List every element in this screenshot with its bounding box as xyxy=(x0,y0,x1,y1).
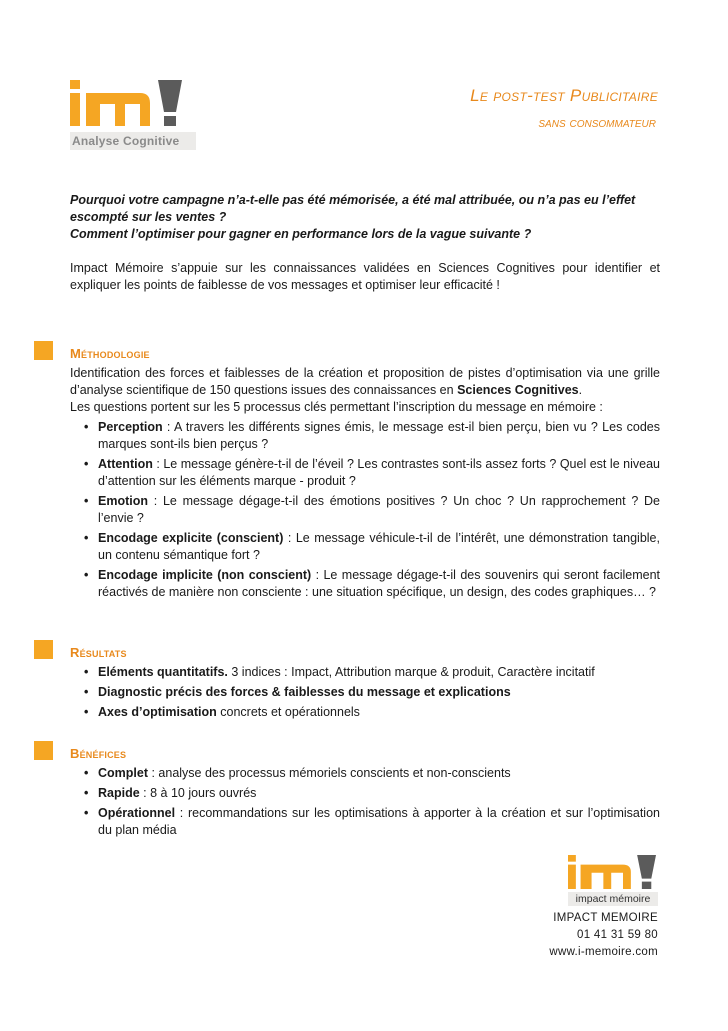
methodologie-para-2: Les questions portent sur les 5 processus clés permettant l’inscription du message en mémoire : xyxy=(70,400,603,414)
list-item-label: Rapide xyxy=(98,786,140,800)
list-item-text: : Le message dégage-t-il des souvenirs qui seront facilement réactivés de manière non consciente : une situation spécifique, un design, des codes graphiques… ? xyxy=(98,568,660,599)
methodologie-list xyxy=(70,419,660,601)
list-item-label: Perception xyxy=(98,420,163,434)
list-item-text: : 8 à 10 jours ouvrés xyxy=(139,786,257,800)
list-item-label: Diagnostic précis des forces & faiblesses du message et explications xyxy=(98,685,511,699)
website-link[interactable]: www.i-memoire.com xyxy=(549,946,658,958)
methodologie-para-1 xyxy=(70,365,660,399)
section-methodologie xyxy=(70,345,660,604)
methodologie-para-1-end: . xyxy=(578,383,583,397)
section-benefices xyxy=(70,745,660,842)
list-item-label: Axes d’optimisation xyxy=(98,705,217,719)
company-name: IMPACT MEMOIRE xyxy=(553,912,658,924)
list-item-label: Complet xyxy=(98,766,148,780)
intro-block xyxy=(70,192,660,294)
list-item-text: : recommandations sur les optimisations à apporter à la création et sur l’optimisation du plan média xyxy=(98,806,660,837)
list-item-label: Encodage explicite (conscient) xyxy=(98,531,284,545)
list-item-text: : Le message véhicule-t-il de l’intérêt, une démonstration tangible, un contenu sémantique fort ? xyxy=(98,531,660,562)
im-logo-icon xyxy=(568,855,656,889)
intro-body: Impact Mémoire s’appuie sur les connaissances validées en Sciences Cognitives pour identifier et expliquer les points de faiblesse de vos messages et optimiser leur efficacité ! xyxy=(70,261,660,292)
section-title-benefices: Bénéfices xyxy=(70,746,127,761)
intro-question-1: Pourquoi votre campagne n’a-t-elle pas été mémorisée, a été mal attribuée, ou n’a pas eu l’effet escompté sur les ventes ? xyxy=(70,193,636,224)
resultats-list xyxy=(70,664,660,721)
list-item xyxy=(84,419,660,453)
list-item-label: Eléments quantitatifs. xyxy=(98,665,228,679)
list-item xyxy=(84,765,660,782)
list-item-label: Emotion xyxy=(98,494,148,508)
list-item-label: Opérationnel xyxy=(98,806,176,820)
list-item xyxy=(84,664,660,681)
section-resultats xyxy=(70,644,660,724)
list-item xyxy=(84,805,660,839)
methodologie-para-1-text: Identification des forces et faiblesses de la création et proposition de pistes d’optimisation via une grille d’analyse scientifique de 150 questions issues des connaissances en xyxy=(70,366,660,397)
logo-tagline: Analyse Cognitive xyxy=(70,132,196,150)
benefices-list xyxy=(70,765,660,839)
title-line-2: sans consommateur xyxy=(538,114,656,130)
list-item xyxy=(84,704,660,721)
list-item xyxy=(84,493,660,527)
list-item xyxy=(84,567,660,601)
section-marker-resultats xyxy=(34,640,53,659)
logo-analyse-cognitive xyxy=(70,80,190,152)
list-item-text: : analyse des processus mémoriels conscients et non-conscients xyxy=(148,766,511,780)
list-item xyxy=(84,785,660,802)
list-item-text: concrets et opérationnels xyxy=(216,705,360,719)
list-item-text: : Le message dégage-t-il des émotions positives ? Un choc ? Un rapprochement ? De l’envie ? xyxy=(98,494,660,525)
list-item xyxy=(84,530,660,564)
title-line-1: Le post-test Publicitaire xyxy=(470,86,658,105)
list-item-text: : A travers les différents signes émis, le message est-il bien perçu, bien vu ? Les codes marques sont-ils bien perçus ? xyxy=(98,420,660,451)
page-title xyxy=(470,85,658,133)
section-title-resultats: Résultats xyxy=(70,645,127,660)
phone-number: 01 41 31 59 80 xyxy=(577,929,658,941)
section-marker-benefices xyxy=(34,741,53,760)
im-logo-icon xyxy=(70,80,182,126)
list-item-text: : Le message génère-t-il de l’éveil ? Les contrastes sont-ils assez forts ? Quel est le niveau d’attention sur les éléments marque - produit ? xyxy=(98,457,660,488)
list-item-label: Attention xyxy=(98,457,153,471)
section-marker-methodologie xyxy=(34,341,53,360)
section-title-methodologie: Méthodologie xyxy=(70,346,150,361)
logo-impact-memoire xyxy=(568,855,658,907)
logo-bottom-tagline: impact mémoire xyxy=(568,892,658,906)
list-item xyxy=(84,456,660,490)
contact-block xyxy=(549,910,658,961)
list-item xyxy=(84,684,660,701)
methodologie-para-1-bold: Sciences Cognitives xyxy=(457,383,579,397)
intro-question-2: Comment l’optimiser pour gagner en performance lors de la vague suivante ? xyxy=(70,227,532,241)
list-item-label: Encodage implicite (non conscient) xyxy=(98,568,312,582)
list-item-text: 3 indices : Impact, Attribution marque & produit, Caractère incitatif xyxy=(227,665,595,679)
